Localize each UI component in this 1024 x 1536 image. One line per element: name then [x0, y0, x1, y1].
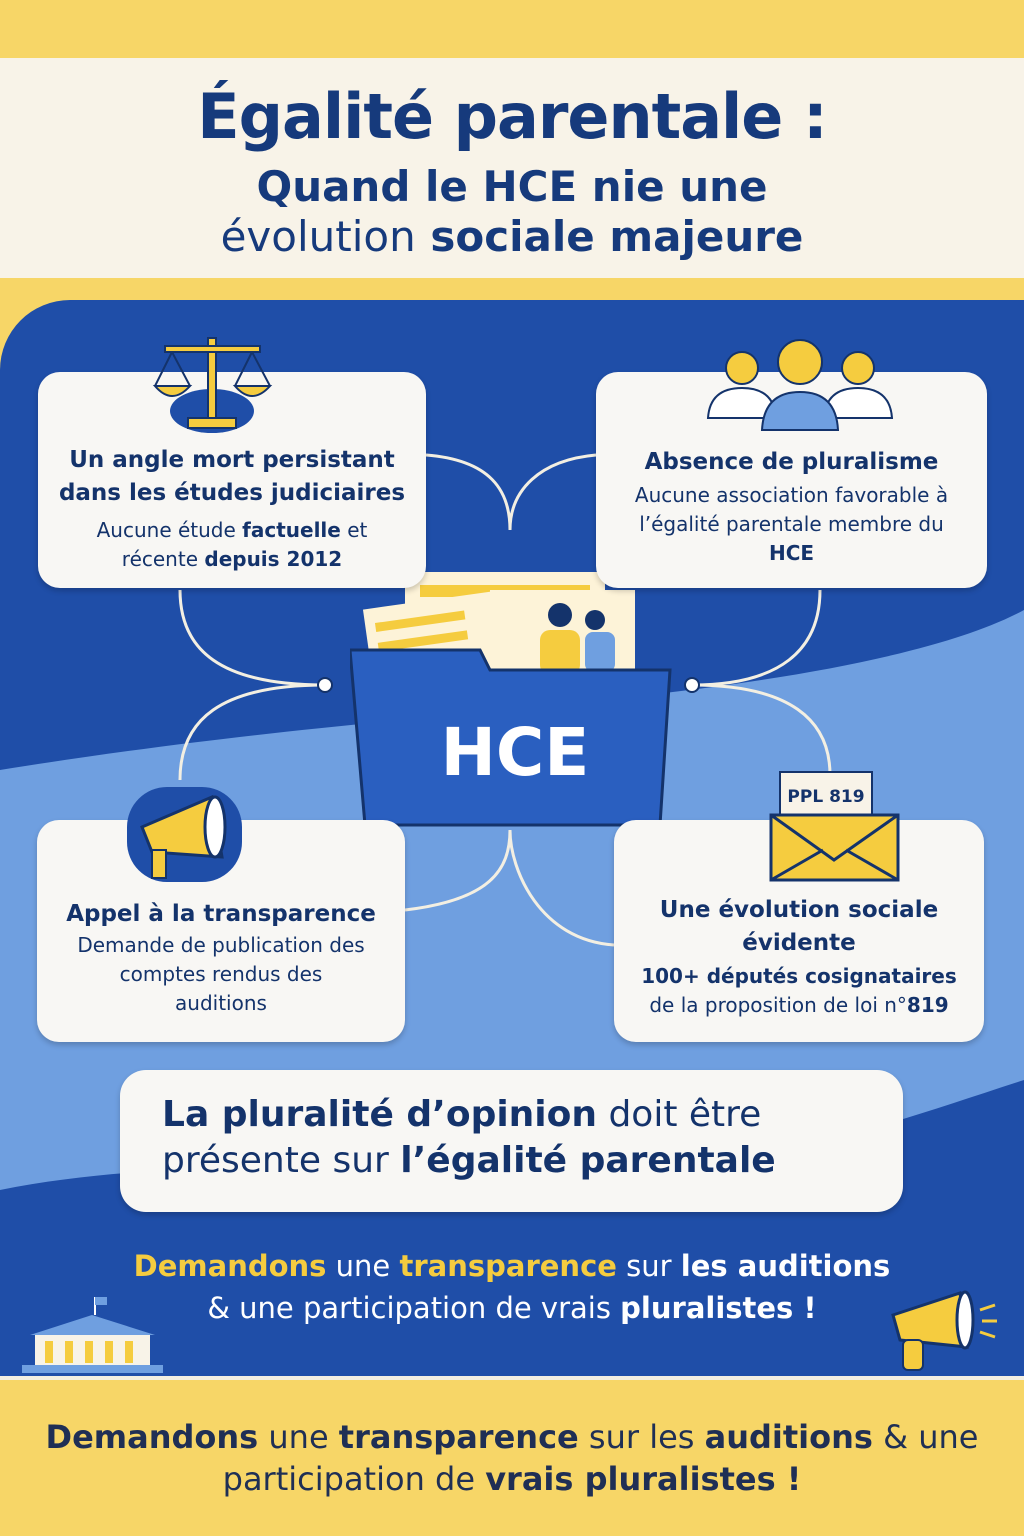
title-band	[0, 58, 1024, 278]
card-title: Appel à la transparence	[66, 901, 376, 927]
footer-text: Demandons une transparence sur les auditions & une participation de vrais pluralistes !	[45, 1418, 979, 1498]
hce-label: HCE	[440, 714, 590, 791]
page-subtitle	[0, 162, 1024, 262]
page-title: Égalité parentale :	[197, 80, 827, 153]
people-icon	[700, 330, 900, 440]
card-title: Un angle mort persistant dans les études judiciaires	[58, 447, 406, 506]
call-to-action: Demandons une transparence sur les auditions & une participation de vrais pluralistes !	[133, 1249, 891, 1325]
hce-folder-icon	[350, 560, 680, 840]
subtitle-bold: sociale majeure	[415, 212, 804, 261]
footer-band	[0, 1376, 1024, 1536]
envelope-icon	[768, 770, 903, 885]
card-text: 100+ députés cosignataires de la proposition de loi n°819	[641, 964, 957, 1017]
pluralite-banner: La pluralité d’opinion doit être présente sur l’égalité parentale	[120, 1070, 903, 1212]
building-icon	[20, 1295, 165, 1375]
card-text: Aucune association favorable à l’égalité parentale membre du HCE	[634, 483, 949, 565]
subtitle-line: Quand le HCE nie une	[256, 162, 768, 211]
megaphone-icon	[885, 1285, 1000, 1375]
card-title: Absence de pluralisme	[644, 449, 939, 475]
megaphone-icon	[122, 782, 247, 887]
subtitle-line	[0, 212, 1024, 262]
envelope-label: PPL 819	[787, 787, 865, 807]
subtitle-light: évolution	[220, 212, 416, 261]
card-text: Aucune étude factuelle et récente depuis 2012	[96, 518, 368, 571]
card-text: Demande de publication des comptes rendus des auditions	[77, 933, 365, 1015]
scales-icon	[150, 326, 275, 436]
card-title: Une évolution sociale évidente	[659, 897, 939, 956]
